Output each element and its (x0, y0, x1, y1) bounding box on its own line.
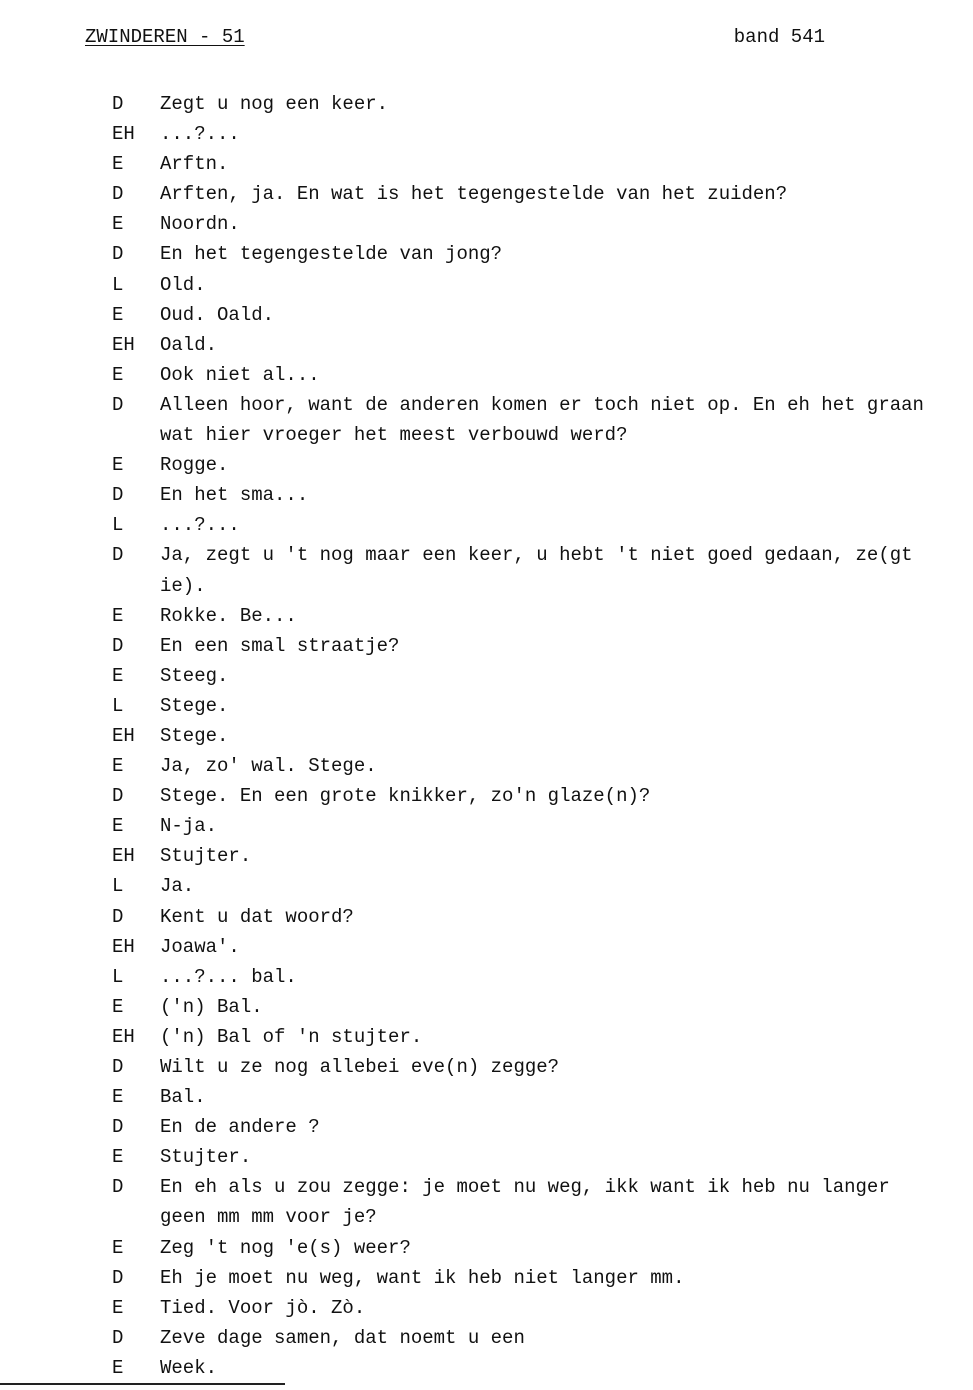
speaker-code: E (112, 363, 124, 386)
transcript-line (0, 270, 973, 300)
transcript-line (0, 1233, 973, 1263)
transcript-line (0, 179, 973, 209)
utterance-text: Stege. (160, 724, 229, 747)
transcript-line (0, 1082, 973, 1112)
utterance-text: Eh je moet nu weg, want ik heb niet langer mm. (160, 1266, 685, 1289)
transcript-line (0, 390, 973, 420)
utterance-text: Stege. En een grote knikker, zo'n glaze(n)? (160, 785, 651, 808)
speaker-code: E (112, 1236, 124, 1259)
transcript-line (0, 992, 973, 1022)
transcript-line (0, 601, 973, 631)
speaker-code: D (112, 393, 124, 416)
utterance-text: Ja, zo' wal. Stege. (160, 755, 377, 778)
speaker-code: EH (112, 123, 135, 146)
utterance-text: Ook niet al... (160, 363, 320, 386)
transcript-line (0, 119, 973, 149)
utterance-text: geen mm mm voor je? (160, 1206, 377, 1229)
utterance-text: En eh als u zou zegge: je moet nu weg, ikk want ik heb nu langer (160, 1176, 890, 1199)
utterance-text: Kent u dat woord? (160, 905, 354, 928)
transcript-line (0, 781, 973, 811)
utterance-text: En een smal straatje? (160, 634, 400, 657)
utterance-text: En de andere ? (160, 1116, 320, 1139)
speaker-code: EH (112, 1025, 135, 1048)
utterance-text: Stege. (160, 694, 229, 717)
transcript-line (0, 1202, 973, 1232)
utterance-text: Arftn. (160, 153, 229, 176)
speaker-code: E (112, 755, 124, 778)
speaker-code: L (112, 514, 124, 537)
transcript-line (0, 1142, 973, 1172)
transcript-line (0, 902, 973, 932)
utterance-text: Stujter. (160, 845, 252, 868)
speaker-code: E (112, 213, 124, 236)
speaker-code: L (112, 965, 124, 988)
utterance-text: wat hier vroeger het meest verbouwd werd? (160, 424, 628, 447)
speaker-code: D (112, 1326, 124, 1349)
speaker-code: L (112, 273, 124, 296)
utterance-text: Old. (160, 273, 206, 296)
transcript-line (0, 330, 973, 360)
transcript-line (0, 360, 973, 390)
speaker-code: D (112, 1176, 124, 1199)
transcript-line (0, 1263, 973, 1293)
speaker-code: L (112, 875, 124, 898)
transcript-line (0, 751, 973, 781)
transcript-line (0, 510, 973, 540)
transcript-line (0, 1293, 973, 1323)
utterance-text: ('n) Bal of 'n stujter. (160, 1025, 423, 1048)
document-title: ZWINDEREN - 51 (85, 26, 245, 48)
utterance-text: Oald. (160, 333, 218, 356)
speaker-code: EH (112, 845, 135, 868)
transcript-line (0, 450, 973, 480)
transcript-line (0, 962, 973, 992)
speaker-code: E (112, 1086, 124, 1109)
utterance-text: En het tegengestelde van jong? (160, 243, 503, 266)
transcript-line (0, 721, 973, 751)
transcript-line (0, 661, 973, 691)
utterance-text: Alleen hoor, want de anderen komen er toch niet op. En eh het graan (160, 393, 924, 416)
speaker-code: D (112, 1266, 124, 1289)
speaker-code: D (112, 93, 124, 115)
transcript-line (0, 841, 973, 871)
speaker-code: L (112, 694, 124, 717)
speaker-code: E (112, 1356, 124, 1379)
transcript (0, 89, 973, 1383)
transcript-line (0, 1022, 973, 1052)
transcript-line (0, 1323, 973, 1353)
utterance-text: Wilt u ze nog allebei eve(n) zegge? (160, 1056, 560, 1078)
speaker-code: D (112, 1056, 124, 1078)
utterance-text: Rokke. Be... (160, 604, 297, 627)
utterance-text: ...?... (160, 123, 240, 146)
transcript-line (0, 1172, 973, 1202)
speaker-code: E (112, 604, 124, 627)
speaker-code: E (112, 153, 124, 176)
speaker-code: D (112, 634, 124, 657)
utterance-text: Stujter. (160, 1146, 252, 1169)
transcript-line (0, 239, 973, 269)
utterance-text: ...?... bal. (160, 965, 297, 988)
speaker-code: D (112, 905, 124, 928)
speaker-code: D (112, 183, 124, 206)
page-header (85, 26, 825, 56)
speaker-code: E (112, 303, 124, 326)
speaker-code: EH (112, 724, 135, 747)
utterance-text: Zeg 't nog 'e(s) weer? (160, 1236, 411, 1259)
transcript-line (0, 1112, 973, 1142)
utterance-text: Tied. Voor jò. Zò. (160, 1296, 366, 1319)
transcript-line (0, 420, 973, 450)
speaker-code: E (112, 995, 124, 1018)
transcript-line (0, 480, 973, 510)
transcript-line (0, 811, 973, 841)
transcript-line (0, 571, 973, 601)
utterance-text: En het sma... (160, 484, 309, 507)
speaker-code: D (112, 484, 124, 507)
speaker-code: E (112, 664, 124, 687)
transcript-line (0, 1052, 973, 1082)
transcript-line (0, 1353, 973, 1383)
transcript-line (0, 540, 973, 570)
speaker-code: D (112, 1116, 124, 1139)
transcript-line (0, 209, 973, 239)
transcript-line (0, 300, 973, 330)
transcript-line (0, 691, 973, 721)
utterance-text: Rogge. (160, 454, 229, 477)
transcript-line (0, 149, 973, 179)
utterance-text: Zeve dage samen, dat noemt u een (160, 1326, 525, 1349)
utterance-text: Oud. Oald. (160, 303, 275, 326)
speaker-code: E (112, 815, 124, 838)
utterance-text: Noordn. (160, 213, 240, 236)
transcript-line (0, 631, 973, 661)
utterance-text: ...?... (160, 514, 240, 537)
transcript-line (0, 871, 973, 901)
utterance-text: ie). (160, 574, 206, 597)
utterance-text: ('n) Bal. (160, 995, 263, 1018)
utterance-text: Steeg. (160, 664, 229, 687)
utterance-text: Arften, ja. En wat is het tegengestelde van het zuiden? (160, 183, 788, 206)
utterance-text: Zegt u nog een keer. (160, 93, 389, 115)
speaker-code: D (112, 544, 124, 567)
transcript-line (0, 932, 973, 962)
speaker-code: D (112, 243, 124, 266)
transcript-line (0, 89, 973, 119)
utterance-text: N-ja. (160, 815, 218, 838)
speaker-code: E (112, 1296, 124, 1319)
speaker-code: EH (112, 333, 135, 356)
utterance-text: Bal. (160, 1086, 206, 1109)
utterance-text: Ja, zegt u 't nog maar een keer, u hebt 't niet goed gedaan, ze(gt (160, 544, 913, 567)
band-number: band 541 (733, 26, 825, 48)
utterance-text: Week. (160, 1356, 218, 1379)
utterance-text: Joawa'. (160, 935, 240, 958)
speaker-code: D (112, 785, 124, 808)
footer-rule (0, 1383, 285, 1385)
speaker-code: EH (112, 935, 135, 958)
utterance-text: Ja. (160, 875, 195, 898)
speaker-code: E (112, 1146, 124, 1169)
speaker-code: E (112, 454, 124, 477)
